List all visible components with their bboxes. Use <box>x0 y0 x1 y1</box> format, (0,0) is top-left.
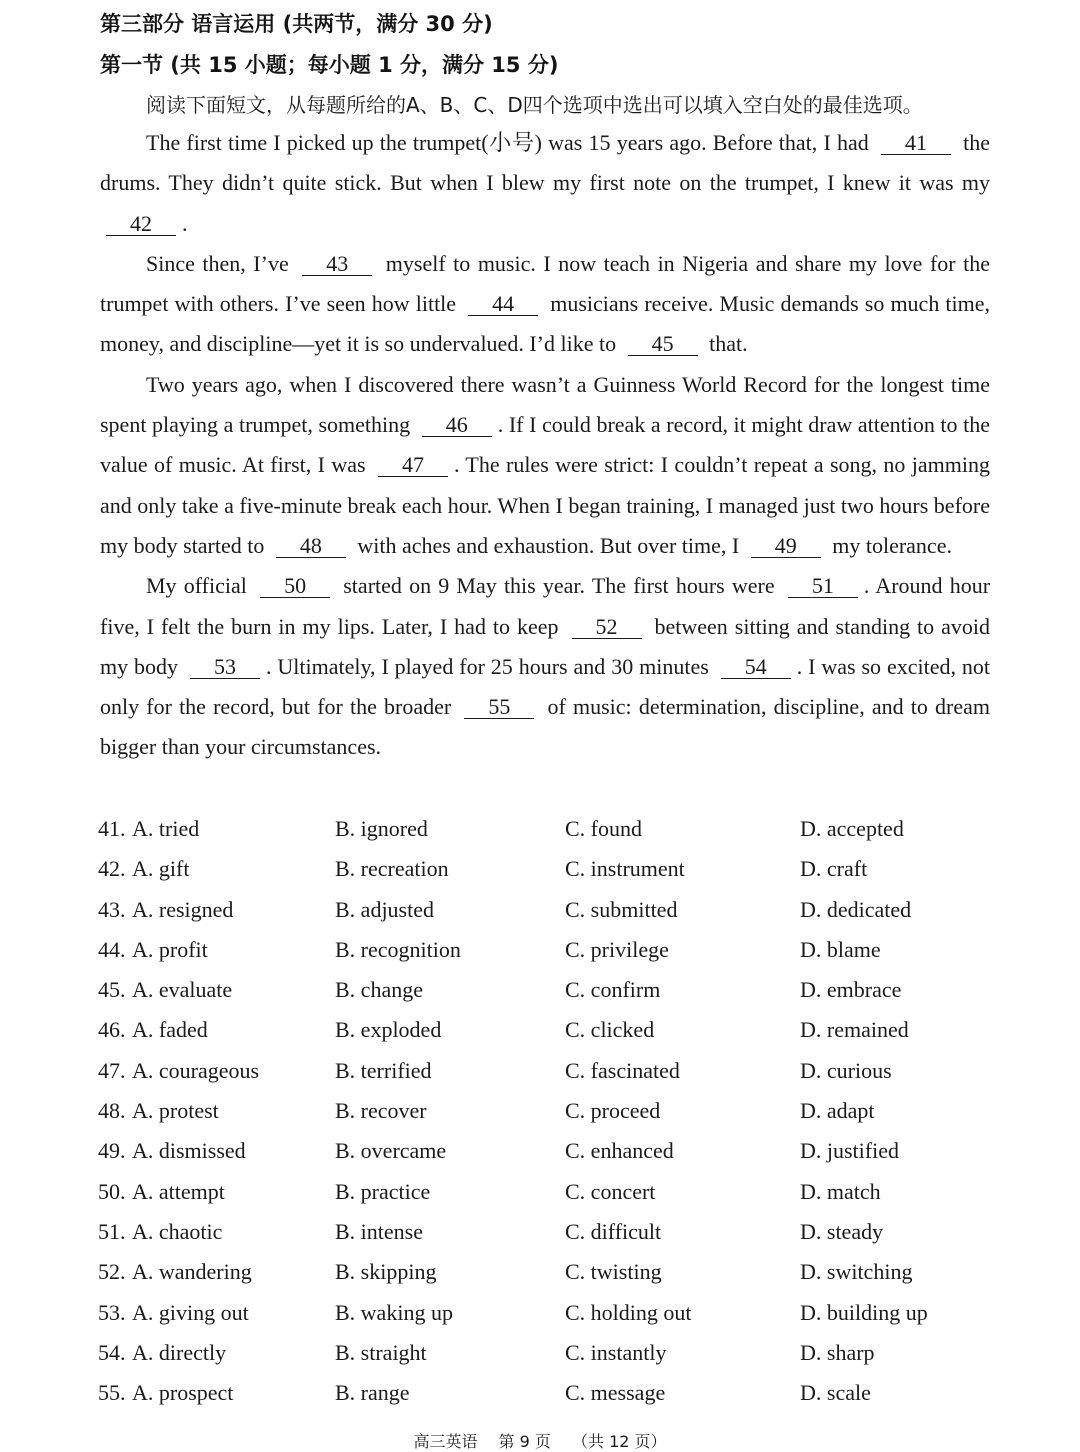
question-number: 48. <box>98 1098 126 1124</box>
question-row-54 <box>98 1333 998 1373</box>
option-b: B. range <box>335 1380 410 1406</box>
option-c: C. clicked <box>565 1017 655 1043</box>
option-a: A. gift <box>132 856 190 882</box>
option-c: C. instantly <box>565 1339 667 1365</box>
option-a: A. resigned <box>132 896 234 922</box>
option-d: D. remained <box>800 1017 909 1043</box>
blank-45: 45 <box>628 333 698 356</box>
option-b: B. terrified <box>335 1057 432 1083</box>
passage-text: . Around hour five, I felt the burn in my lips. Later, I had to keep <box>100 573 991 639</box>
blank-47: 47 <box>378 454 448 477</box>
option-d: D. curious <box>800 1057 892 1083</box>
question-row-51 <box>98 1212 998 1252</box>
passage-text: with aches and exhaustion. But over time, I <box>357 532 740 558</box>
blank-51: 51 <box>788 575 858 598</box>
question-row-50 <box>98 1172 998 1212</box>
question-number: 51. <box>98 1218 126 1244</box>
option-a: A. profit <box>132 936 208 962</box>
passage-text: . Ultimately, I played for 25 hours and 30 minutes <box>265 653 709 679</box>
paragraph-4 <box>100 566 990 767</box>
option-a: A. courageous <box>132 1057 260 1083</box>
option-d: D. building up <box>800 1299 928 1325</box>
question-number: 41. <box>98 816 126 841</box>
option-b: B. practice <box>335 1178 431 1204</box>
option-c: C. submitted <box>565 896 678 922</box>
option-c: C. enhanced <box>565 1138 674 1164</box>
option-b: B. recognition <box>335 936 461 962</box>
option-c: C. proceed <box>565 1098 661 1124</box>
passage-text: myself to music. I now teach in Nigeria and share my love for the trumpet with others. I’ve seen how little <box>100 250 991 317</box>
option-d: D. embrace <box>800 977 902 1003</box>
footer-page: 第 9 页 <box>498 1432 551 1451</box>
question-number: 53. <box>98 1299 126 1325</box>
part-title: 第三部分 语言运用 (共两节，满分 30 分) <box>100 12 493 36</box>
passage-text: . The rules were strict: I couldn’t repeat a song, no jamming and only take a five-minute break each hour. When I began training, I managed just two hours before my body started to <box>100 452 991 558</box>
option-c: C. found <box>565 816 642 841</box>
option-c: C. confirm <box>565 977 661 1003</box>
question-number: 55. <box>98 1380 126 1406</box>
footer-subject: 高三英语 <box>413 1432 478 1451</box>
option-d: D. match <box>800 1178 881 1204</box>
option-c: C. instrument <box>565 856 685 882</box>
paragraph-1 <box>100 123 990 244</box>
passage-text: the drums. They didn’t quite stick. But when I blew my first note on the trumpet, I knew it was my <box>100 130 991 196</box>
option-c: C. twisting <box>565 1259 662 1285</box>
question-row-49 <box>98 1131 998 1171</box>
option-c: C. privilege <box>565 936 669 962</box>
option-b: B. ignored <box>335 816 428 841</box>
option-a: A. faded <box>132 1017 208 1043</box>
question-number: 52. <box>98 1259 126 1285</box>
blank-44: 44 <box>468 293 538 316</box>
blank-50: 50 <box>260 575 330 598</box>
question-number: 50. <box>98 1178 126 1204</box>
option-d: D. scale <box>800 1380 871 1406</box>
option-c: C. message <box>565 1380 666 1406</box>
passage-text: . I was so excited, not only for the record, but for the broader <box>100 653 991 720</box>
question-row-42 <box>98 849 998 889</box>
question-row-43 <box>98 890 998 930</box>
passage-text: My official <box>146 573 247 599</box>
passage-text: The first time I picked up the trumpet(小号) was 15 years ago. Before that, I had <box>146 130 869 155</box>
blank-41: 41 <box>881 132 951 155</box>
option-a: A. tried <box>132 816 200 841</box>
option-d: D. adapt <box>800 1098 875 1124</box>
cloze-passage <box>100 123 990 768</box>
instruction: 阅读下面短文，从每题所给的A、B、C、D四个选项中选出可以填入空白处的最佳选项。 <box>146 93 923 117</box>
passage-text: musicians receive. Music demands so much time, money, and discipline—yet it is so undervalued. I’d like to <box>100 291 991 357</box>
question-number: 47. <box>98 1057 126 1083</box>
option-d: D. blame <box>800 936 881 962</box>
page-footer <box>0 1429 1080 1452</box>
options-list <box>98 809 998 1413</box>
option-a: A. directly <box>132 1339 227 1365</box>
question-row-47 <box>98 1051 998 1091</box>
option-d: D. steady <box>800 1218 884 1244</box>
question-number: 42. <box>98 856 126 882</box>
option-b: B. skipping <box>335 1259 437 1285</box>
option-c: C. concert <box>565 1178 656 1204</box>
question-row-52 <box>98 1252 998 1292</box>
question-row-55 <box>98 1373 998 1413</box>
blank-55: 55 <box>464 696 534 719</box>
question-number: 54. <box>98 1339 126 1365</box>
passage-text: . <box>182 210 188 236</box>
option-d: D. accepted <box>800 816 904 841</box>
option-c: C. difficult <box>565 1218 662 1244</box>
question-number: 49. <box>98 1138 126 1164</box>
blank-46: 46 <box>422 414 492 437</box>
option-b: B. adjusted <box>335 896 434 922</box>
option-a: A. attempt <box>132 1178 225 1204</box>
option-b: B. straight <box>335 1339 427 1365</box>
blank-43: 43 <box>302 253 372 276</box>
option-a: A. protest <box>132 1098 219 1124</box>
question-row-45 <box>98 970 998 1010</box>
option-d: D. justified <box>800 1138 899 1164</box>
question-number: 46. <box>98 1017 126 1043</box>
passage-text: that. <box>709 331 748 357</box>
passage-text: of music: determination, discipline, and to dream bigger than your circumstances. <box>100 694 990 760</box>
option-b: B. overcame <box>335 1138 447 1164</box>
passage-text: Two years ago, when I discovered there wasn’t a Guinness World Record for the longest time spent playing a trumpet, something <box>100 371 990 438</box>
passage-text: . If I could break a record, it might draw attention to the value of music. At first, I was <box>100 412 990 478</box>
option-c: C. fascinated <box>565 1057 680 1083</box>
question-row-44 <box>98 930 998 970</box>
paragraph-2 <box>100 244 990 365</box>
option-a: A. wandering <box>132 1259 252 1285</box>
option-a: A. evaluate <box>132 977 233 1003</box>
option-d: D. sharp <box>800 1339 875 1365</box>
passage-text: my tolerance. <box>832 532 952 558</box>
option-a: A. prospect <box>132 1380 234 1406</box>
passage-text: started on 9 May this year. The first hours were <box>343 573 775 599</box>
option-d: D. switching <box>800 1259 913 1285</box>
blank-48: 48 <box>276 535 346 558</box>
option-b: B. intense <box>335 1218 423 1244</box>
section-title: 第一节 (共 15 小题；每小题 1 分，满分 15 分) <box>100 53 559 77</box>
option-c: C. holding out <box>565 1299 692 1325</box>
option-b: B. recover <box>335 1098 427 1124</box>
question-number: 43. <box>98 896 126 922</box>
footer-total: （共 12 页） <box>572 1432 667 1451</box>
option-d: D. dedicated <box>800 896 912 922</box>
option-a: A. giving out <box>132 1299 249 1325</box>
blank-53: 53 <box>190 656 260 679</box>
option-d: D. craft <box>800 856 868 882</box>
blank-49: 49 <box>751 535 821 558</box>
blank-42: 42 <box>106 213 176 236</box>
question-row-48 <box>98 1091 998 1131</box>
option-b: B. exploded <box>335 1017 442 1043</box>
passage-text: between sitting and standing to avoid my body <box>100 613 991 679</box>
question-number: 44. <box>98 936 126 962</box>
blank-52: 52 <box>572 616 642 639</box>
passage-text: Since then, I’ve <box>146 250 289 276</box>
question-number: 45. <box>98 977 126 1003</box>
option-b: B. change <box>335 977 423 1003</box>
blank-54: 54 <box>721 656 791 679</box>
option-b: B. recreation <box>335 856 449 882</box>
question-row-46 <box>98 1010 998 1050</box>
option-b: B. waking up <box>335 1299 453 1325</box>
option-a: A. chaotic <box>132 1218 223 1244</box>
question-row-53 <box>98 1293 998 1333</box>
question-row-41 <box>98 809 998 849</box>
option-a: A. dismissed <box>132 1138 246 1164</box>
paragraph-3 <box>100 365 990 566</box>
